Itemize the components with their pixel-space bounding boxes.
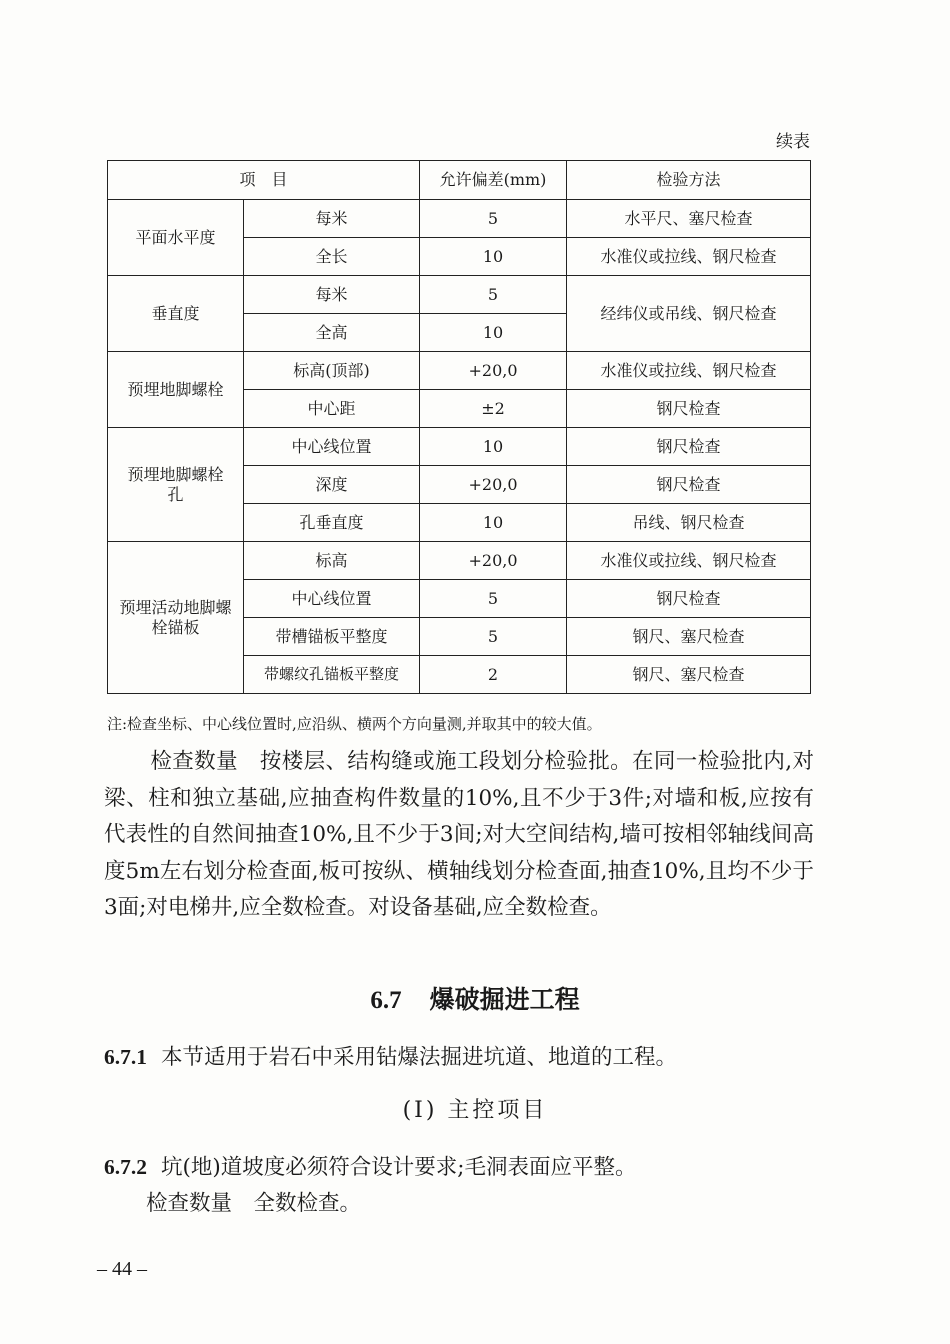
method-cell: 钢尺、塞尺检查 [567,656,811,694]
deviation-cell: 5 [420,618,567,656]
tolerance-table [107,160,811,694]
method-cell: 吊线、钢尺检查 [567,504,811,542]
item-cell: 标高 [244,542,420,580]
group-cell: 预埋活动地脚螺栓锚板 [108,542,244,694]
subheading-main-control: (Ⅰ) 主控项目 [402,1098,548,1123]
header-deviation: 允许偏差(mm) [420,161,567,200]
item-cell: 中心线位置 [244,428,420,466]
table-row [108,542,811,580]
deviation-cell: 10 [420,428,567,466]
item-cell: 每米 [244,200,420,238]
group-cell: 平面水平度 [108,200,244,276]
item-cell: 带螺纹孔锚板平整度 [244,656,420,694]
clause-text: 坑(地)道坡度必须符合设计要求;毛洞表面应平整。 [161,1155,637,1180]
item-cell: 孔垂直度 [244,504,420,542]
deviation-cell: 5 [420,200,567,238]
deviation-cell: 10 [420,314,567,352]
deviation-cell: ±2 [420,390,567,428]
group-cell: 预埋地脚螺栓 [108,352,244,428]
method-cell: 钢尺检查 [567,580,811,618]
method-cell: 钢尺检查 [567,466,811,504]
table-note: 注:检查坐标、中心线位置时,应沿纵、横两个方向量测,并取其中的较大值。 [107,715,602,733]
clause-text: 本节适用于岩石中采用钻爆法掘进坑道、地道的工程。 [161,1045,678,1070]
deviation-cell: +20,0 [420,542,567,580]
method-cell: 钢尺检查 [567,390,811,428]
item-cell: 全长 [244,238,420,276]
clause-6-7-1 [104,1040,677,1071]
deviation-cell: 2 [420,656,567,694]
inspection-quantity-line: 检查数量 全数检查。 [146,1191,362,1216]
group-cell: 预埋地脚螺栓孔 [108,428,244,542]
group-cell: 垂直度 [108,276,244,352]
method-cell: 水准仪或拉线、钢尺检查 [567,238,811,276]
deviation-cell: 5 [420,580,567,618]
table-row [108,276,811,314]
paragraph-text: 检查数量 按楼层、结构缝或施工段划分检验批。在同一检验批内,对梁、柱和独立基础,应抽查构件数量的10%,且不少于3件;对墙和板,应按有代表性的自然间抽查10%,且不少于3间;对大空间结构,墙可按相邻轴线间高度5m左右划分检查面,板可按纵、横轴线划分检查面,抽查10%,且均不少于3面;对电梯井,应全数检查。对设备基础,应全数检查。 [104,749,814,920]
clause-number: 6.7.1 [104,1045,147,1069]
clause-6-7-2 [104,1150,637,1181]
item-cell: 标高(顶部) [244,352,420,390]
deviation-cell: 10 [420,504,567,542]
table-row [108,352,811,390]
page-number: – 44 – [97,1258,147,1280]
item-cell: 中心线位置 [244,580,420,618]
method-cell: 水平尺、塞尺检查 [567,200,811,238]
header-item: 项 目 [108,161,420,200]
table-row [108,200,811,238]
deviation-cell: +20,0 [420,466,567,504]
item-cell: 深度 [244,466,420,504]
continued-table-label: 续表 [776,132,810,152]
section-heading [0,980,950,1016]
deviation-cell: 10 [420,238,567,276]
header-method: 检验方法 [567,161,811,200]
table-row [108,428,811,466]
method-cell: 水准仪或拉线、钢尺检查 [567,542,811,580]
method-cell: 钢尺、塞尺检查 [567,618,811,656]
deviation-cell: +20,0 [420,352,567,390]
table-header-row [108,161,811,200]
section-title-text: 爆破掘进工程 [429,985,580,1014]
method-cell: 经纬仪或吊线、钢尺检查 [567,276,811,352]
item-cell: 全高 [244,314,420,352]
item-cell: 带槽锚板平整度 [244,618,420,656]
section-number: 6.7 [370,987,402,1014]
method-cell: 水准仪或拉线、钢尺检查 [567,352,811,390]
method-cell: 钢尺检查 [567,428,811,466]
inspection-quantity-paragraph [104,744,814,927]
deviation-cell: 5 [420,276,567,314]
item-cell: 中心距 [244,390,420,428]
item-cell: 每米 [244,276,420,314]
clause-number: 6.7.2 [104,1155,147,1179]
